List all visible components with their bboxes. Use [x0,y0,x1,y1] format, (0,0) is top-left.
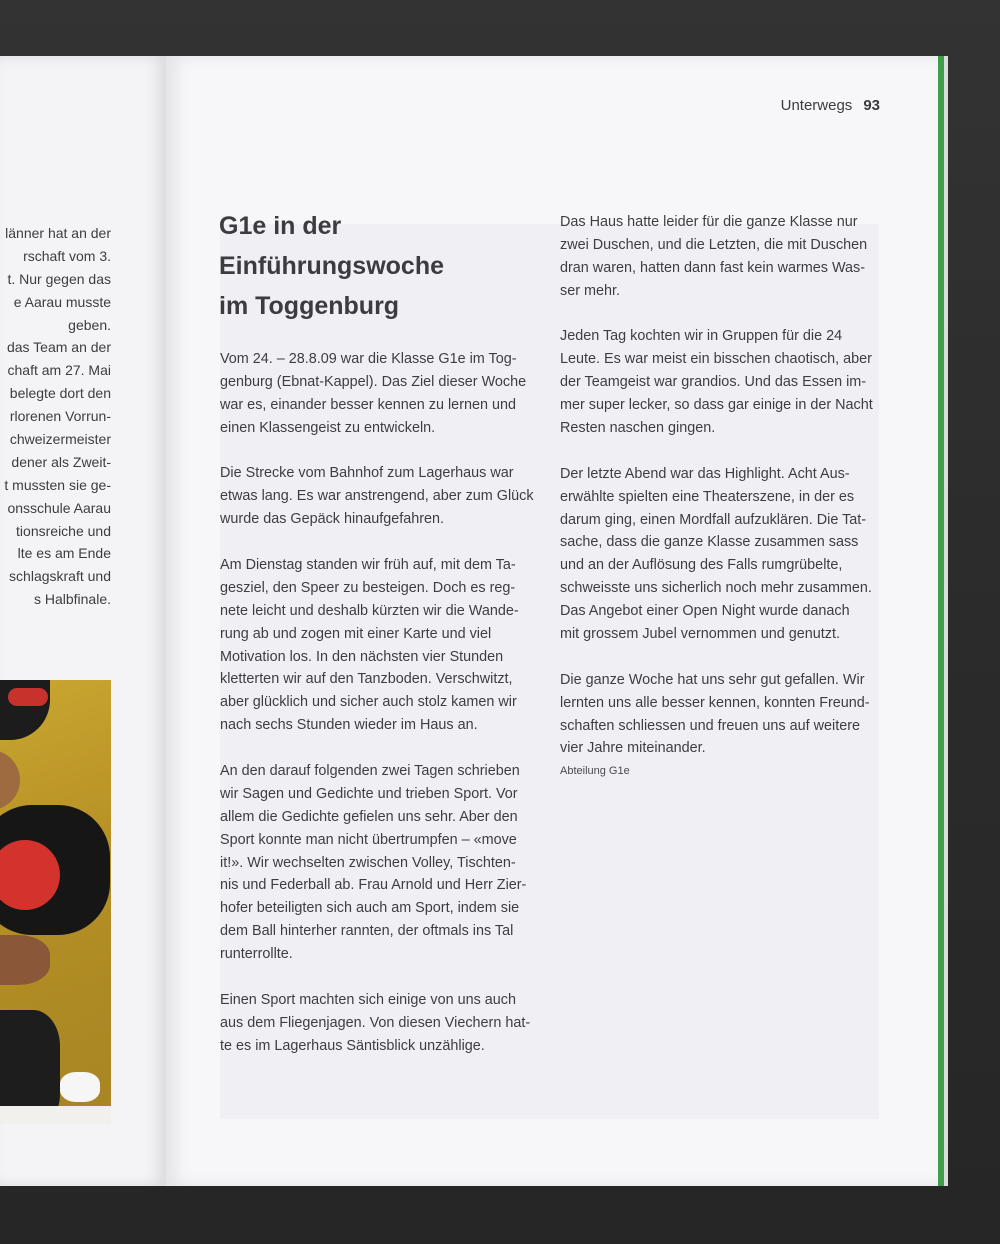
running-head [700,97,880,114]
text-line: der Teamgeist war grandios. Und das Essen im- [560,374,867,391]
left-page-line: onsschule Aarau [7,499,111,516]
text-line: Leute. Es war meist ein bisschen chaotisch, aber [560,351,872,368]
paragraph [560,211,885,303]
paragraph [220,462,545,531]
left-page-line: länner hat an der [5,225,111,241]
basketball-photo [0,680,111,1124]
section-label: Unterwegs [780,97,853,114]
text-line: Vom 24. – 28.8.09 war die Klasse G1e im Tog- [220,351,517,367]
text-line: nete leicht und deshalb kürzten wir die Wande- [220,602,519,619]
text-line: wurde das Gepäck hinaufgefahren. [220,511,445,528]
left-page-line: belegte dort den [9,385,111,402]
text-line: kletterten wir auf den Tanzboden. Verschwitzt, [220,671,513,688]
text-line: Einen Sport machten sich einige von uns auch [220,991,516,1008]
paragraph [220,348,545,440]
photo-shape [0,750,20,810]
left-page-line: tionsreiche und [16,522,111,539]
text-line: Am Dienstag standen wir früh auf, mit dem Ta- [220,557,516,574]
left-page-line: das Team an der [6,339,111,356]
paragraph [560,463,885,646]
paragraph-gap [220,966,545,989]
text-line: Motivation los. In den nächsten vier Stunden [220,648,504,665]
text-line: Jeden Tag kochten wir in Gruppen für die 24 [560,328,843,345]
page-number: 93 [863,97,880,114]
text-line: Das Angebot einer Open Night wurde danach [560,603,850,620]
text-line: vier Jahre miteinander. [560,740,706,757]
paragraph [560,325,885,439]
left-page [0,56,166,1186]
title-line: G1e in der [219,212,342,240]
left-page-line: geben. [68,316,111,333]
photo-shape [0,935,50,985]
text-line: Die Strecke vom Bahnhof zum Lagerhaus war [220,465,514,482]
text-line: it!». Wir wechselten zwischen Volley, Tischten- [220,854,516,871]
text-line: war es, einander besser kennen zu lernen und [220,396,516,413]
text-line: aus dem Fliegenjagen. Von diesen Viechern hat- [220,1014,531,1031]
text-line: ser mehr. [560,282,620,299]
paragraph [220,760,545,966]
left-page-line: dener als Zweit- [11,453,111,470]
left-page-line: rlorenen Vorrun- [9,408,111,425]
text-line: genburg (Ebnat-Kappel). Das Ziel dieser Woche [220,373,527,390]
text-line: einen Klassengeist zu entwickeln. [220,419,436,436]
paragraph-gap [560,303,885,326]
text-line: te es im Lagerhaus Säntisblick unzählige. [220,1037,485,1054]
text-line: allem die Gedichte gefielen uns sehr. Aber den [220,808,518,825]
paragraph-gap [560,646,885,669]
left-page-line: e Aarau musste [13,293,111,310]
text-line: nis und Federball ab. Frau Arnold und Herr Zier- [220,877,527,894]
article-column-left [220,348,545,1058]
text-line: Sport konnte man nicht übertrumpfen – «move [220,831,517,848]
left-page-line: lte es am Ende [17,545,111,562]
left-page-line: t. Nur gegen das [7,270,111,287]
left-page-line: chweizermeister [9,431,111,448]
paragraph [220,554,545,737]
text-line: Die ganze Woche hat uns sehr gut gefallen. Wir [560,671,865,688]
left-page-line: t mussten sie ge- [4,476,111,493]
text-line: gesziel, den Speer zu besteigen. Doch es reg- [220,579,516,596]
text-line: schaften schliessen und freuen uns auf weitere [560,717,860,734]
left-page-line: chaft am 27. Mai [7,362,111,379]
paragraph [560,669,885,761]
paragraph-gap [220,531,545,554]
sneaker-icon [60,1072,100,1102]
paragraph [220,989,545,1058]
photo-stripe [0,1106,111,1124]
title-line: Einführungswoche [219,252,444,280]
text-line: An den darauf folgenden zwei Tagen schrieben [220,763,520,780]
text-line: dran waren, hatten dann fast kein warmes Was- [560,259,866,276]
text-line: wir Sagen und Gedichte und trieben Sport. Vor [220,785,518,802]
left-page-line: rschaft vom 3. [23,247,111,264]
page-edge [944,56,948,1186]
title-line: im Toggenburg [219,292,400,320]
text-line: und an der Auflösung des Falls rumgrübelte, [560,557,843,574]
text-line: mit grossem Jubel vernommen und genutzt. [560,626,840,643]
left-page-line: schlagskraft und [9,568,111,585]
text-line: hofer beteiligten sich auch am Sport, indem sie [220,900,520,917]
text-line: zwei Duschen, und die Letzten, die mit Duschen [560,236,868,253]
text-line: Resten naschen gingen. [560,420,716,437]
text-line: runterrollte. [220,946,293,963]
text-line: schweisste uns sicherlich noch mehr zusammen. [560,580,872,597]
text-line: Der letzte Abend war das Highlight. Acht Aus- [560,465,850,482]
text-line: sache, dass die ganze Klasse zusammen sass [560,534,859,551]
left-page-text [0,222,166,611]
text-line: aber glücklich und sicher auch stolz kamen wir [220,694,517,711]
paragraph-gap [220,737,545,760]
paragraph-gap [220,440,545,463]
article-column-right [560,211,885,778]
author-signature: Abteilung G1e [560,765,630,778]
text-line: mer super lecker, so dass gar einige in der Nacht [560,397,873,414]
text-line: etwas lang. Es war anstrengend, aber zum Glück [220,488,534,505]
text-line: dem Ball hinterher rannten, der oftmals ins Tal [220,923,514,940]
text-line: nach sechs Stunden wieder im Haus an. [220,717,478,734]
article-title [219,206,539,326]
photo-shape [8,688,48,706]
paragraph-gap [560,440,885,463]
text-line: rung ab und zogen mit einer Karte und viel [220,625,492,642]
text-line: darum ging, einen Mordfall aufzuklären. Die Tat- [560,511,867,528]
text-line: erwählte spielten eine Theaterszene, in der es [560,488,855,505]
left-page-line: s Halbfinale. [33,591,111,608]
text-line: lernten uns alle besser kennen, konnten Freund- [560,694,870,711]
text-line: Das Haus hatte leider für die ganze Klasse nur [560,214,858,230]
